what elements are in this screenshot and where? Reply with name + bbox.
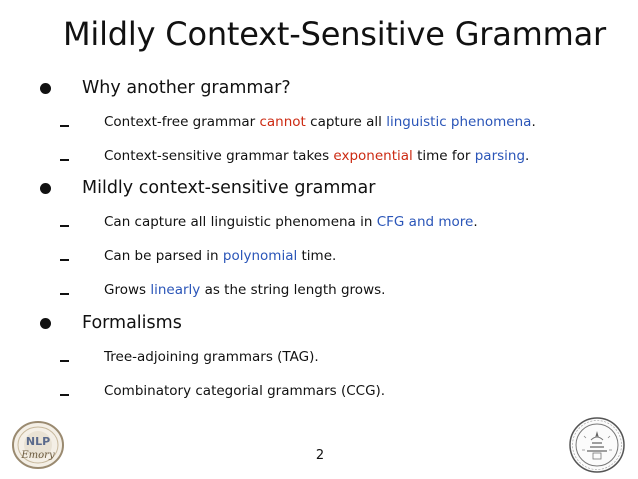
sub-item-text: Combinatory categorial grammars (CCG). — [104, 383, 386, 399]
sub-item-text: Can capture all linguistic phenomena in CFG and more. — [104, 214, 478, 230]
bullet-heading: Why another grammar? — [82, 78, 291, 98]
sub-item-text: Context-free grammar cannot capture all linguistic phenomena. — [104, 114, 536, 130]
dash-icon — [60, 360, 69, 363]
page-number: 2 — [315, 448, 325, 463]
sub-item-text: Grows linearly as the string length grows. — [104, 282, 386, 298]
sub-item-csg-exponential — [60, 145, 529, 167]
logo-nlp-text: NLP — [25, 435, 51, 448]
highlight-parsing: parsing — [474, 148, 526, 164]
emory-university-seal-icon — [568, 416, 626, 474]
bullet-heading: Formalisms — [82, 313, 182, 333]
highlight-polynomial: polynomial — [222, 248, 298, 264]
highlight-exponential: exponential — [333, 148, 413, 164]
highlight-cannot: cannot — [259, 114, 306, 130]
highlight-linguistic-phenomena: linguistic phenomena — [386, 114, 532, 130]
dash-icon — [60, 293, 69, 296]
dash-icon — [60, 225, 69, 228]
sub-item-polynomial — [60, 245, 336, 267]
highlight-linearly: linearly — [150, 282, 201, 298]
bullet-dot-icon — [40, 183, 51, 194]
bullet-dot-icon — [40, 83, 51, 94]
bullet-mildly-context-sensitive — [40, 175, 375, 201]
sub-item-ccg — [60, 380, 385, 402]
sub-item-tag — [60, 346, 319, 368]
bullet-dot-icon — [40, 318, 51, 329]
dash-icon — [60, 259, 69, 262]
bullet-heading: Mildly context-sensitive grammar — [82, 178, 376, 198]
sub-item-text: Tree-adjoining grammars (TAG). — [104, 349, 319, 365]
dash-icon — [60, 125, 69, 128]
logo-emory-text: Emory — [21, 450, 55, 461]
sub-item-cfg-and-more — [60, 211, 478, 233]
nlp-emory-logo-icon — [10, 420, 66, 470]
dash-icon — [60, 394, 69, 397]
bullet-formalisms — [40, 310, 182, 336]
highlight-cfg-and-more: CFG and more — [376, 214, 474, 230]
sub-item-cfg-cannot — [60, 111, 536, 133]
sub-item-text: Context-sensitive grammar takes exponential time for parsing. — [104, 148, 530, 164]
dash-icon — [60, 159, 69, 162]
sub-item-linearly — [60, 279, 385, 301]
sub-item-text: Can be parsed in polynomial time. — [104, 248, 337, 264]
slide-title: Mildly Context-Sensitive Grammar — [63, 15, 606, 53]
bullet-why-another-grammar — [40, 75, 291, 101]
